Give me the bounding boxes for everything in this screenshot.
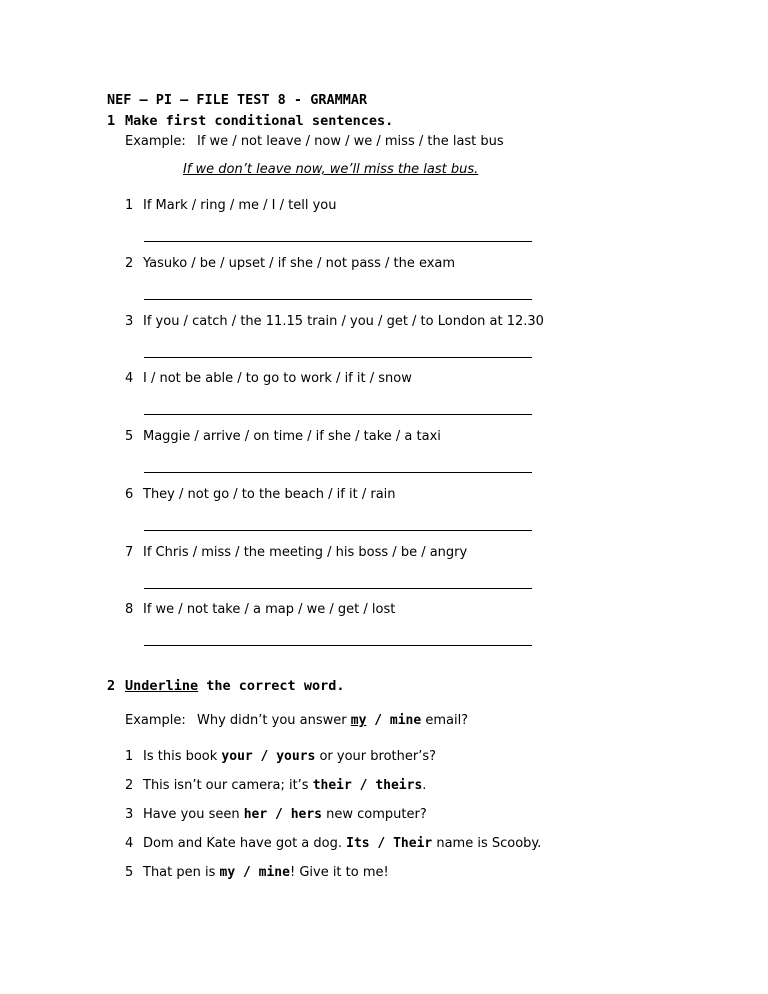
section2-example-before: Why didn’t you answer bbox=[197, 713, 351, 728]
item-text-after: ! Give it to me! bbox=[289, 865, 389, 880]
item-prompt: If Mark / ring / me / I / tell you bbox=[143, 198, 337, 213]
section1-example bbox=[125, 134, 504, 149]
word-choice[interactable]: Its / Their bbox=[346, 836, 433, 851]
answer-line[interactable] bbox=[144, 645, 532, 646]
exercise1-item bbox=[125, 198, 336, 213]
section2-example-label: Example: bbox=[125, 713, 186, 728]
section2-heading-text: the correct word. bbox=[198, 678, 345, 694]
section2-heading-underlined: Underline bbox=[125, 678, 199, 694]
section2-example-after: email? bbox=[421, 713, 469, 728]
item-text-after: name is Scooby. bbox=[432, 836, 542, 851]
item-number: 2 bbox=[125, 778, 134, 793]
answer-line[interactable] bbox=[144, 472, 532, 473]
exercise1-item bbox=[125, 314, 544, 329]
section1-example-prompt: If we / not leave / now / we / miss / the last bus bbox=[197, 134, 504, 149]
item-text-before: Have you seen bbox=[143, 807, 244, 822]
exercise2-item bbox=[125, 836, 541, 851]
item-number: 5 bbox=[125, 429, 134, 444]
section1-heading bbox=[107, 113, 393, 129]
example-choice-separator: / bbox=[366, 713, 390, 728]
item-number: 5 bbox=[125, 865, 134, 880]
item-prompt: They / not go / to the beach / if it / rain bbox=[143, 487, 396, 502]
answer-line[interactable] bbox=[144, 588, 532, 589]
item-number: 7 bbox=[125, 545, 134, 560]
item-number: 1 bbox=[125, 749, 134, 764]
word-choice[interactable]: my / mine bbox=[219, 865, 290, 880]
item-text-after: . bbox=[422, 778, 427, 793]
word-choice[interactable]: their / theirs bbox=[312, 778, 423, 793]
item-prompt: Yasuko / be / upset / if she / not pass / the exam bbox=[143, 256, 456, 271]
item-prompt: Maggie / arrive / on time / if she / take / a taxi bbox=[143, 429, 441, 444]
item-text-after: or your brother’s? bbox=[315, 749, 437, 764]
section1-number: 1 bbox=[107, 113, 116, 129]
word-choice[interactable]: your / yours bbox=[221, 749, 316, 764]
section1-example-label: Example: bbox=[125, 134, 186, 149]
exercise1-item bbox=[125, 545, 467, 560]
item-text-before: This isn’t our camera; it’s bbox=[143, 778, 313, 793]
section1-heading-text: Make first conditional sentences. bbox=[125, 113, 394, 129]
answer-line[interactable] bbox=[144, 241, 532, 242]
item-text-before: That pen is bbox=[143, 865, 220, 880]
answer-line[interactable] bbox=[144, 357, 532, 358]
exercise2-item bbox=[125, 778, 426, 793]
exercise1-item bbox=[125, 371, 412, 386]
exercise1-item bbox=[125, 429, 441, 444]
example-choice-correct[interactable]: my bbox=[350, 713, 367, 728]
exercise1-item bbox=[125, 487, 396, 502]
item-text-before: Dom and Kate have got a dog. bbox=[143, 836, 347, 851]
answer-line[interactable] bbox=[144, 530, 532, 531]
page-title: NEF – PI – FILE TEST 8 - GRAMMAR bbox=[107, 92, 368, 108]
section2-example bbox=[125, 713, 468, 728]
answer-line[interactable] bbox=[144, 299, 532, 300]
exercise2-item bbox=[125, 865, 389, 880]
answer-line[interactable] bbox=[144, 414, 532, 415]
exercise2-item bbox=[125, 749, 436, 764]
example-choice-other[interactable]: mine bbox=[389, 713, 422, 728]
word-choice[interactable]: her / hers bbox=[243, 807, 323, 822]
section1-example-answer: If we don’t leave now, we’ll miss the last bus. bbox=[183, 162, 479, 177]
section2-heading bbox=[107, 678, 344, 694]
item-number: 3 bbox=[125, 314, 134, 329]
item-text-before: Is this book bbox=[143, 749, 222, 764]
item-prompt: I / not be able / to go to work / if it / snow bbox=[143, 371, 412, 386]
item-number: 6 bbox=[125, 487, 134, 502]
item-prompt: If Chris / miss / the meeting / his boss / be / angry bbox=[143, 545, 468, 560]
section2-number: 2 bbox=[107, 678, 116, 694]
exercise1-item bbox=[125, 256, 455, 271]
item-number: 3 bbox=[125, 807, 134, 822]
exercise1-item bbox=[125, 602, 395, 617]
item-number: 8 bbox=[125, 602, 134, 617]
item-number: 4 bbox=[125, 371, 134, 386]
item-number: 2 bbox=[125, 256, 134, 271]
item-number: 1 bbox=[125, 198, 134, 213]
item-text-after: new computer? bbox=[322, 807, 427, 822]
exercise2-item bbox=[125, 807, 427, 822]
item-prompt: If we / not take / a map / we / get / lost bbox=[143, 602, 396, 617]
item-prompt: If you / catch / the 11.15 train / you / get / to London at 12.30 bbox=[143, 314, 544, 329]
item-number: 4 bbox=[125, 836, 134, 851]
